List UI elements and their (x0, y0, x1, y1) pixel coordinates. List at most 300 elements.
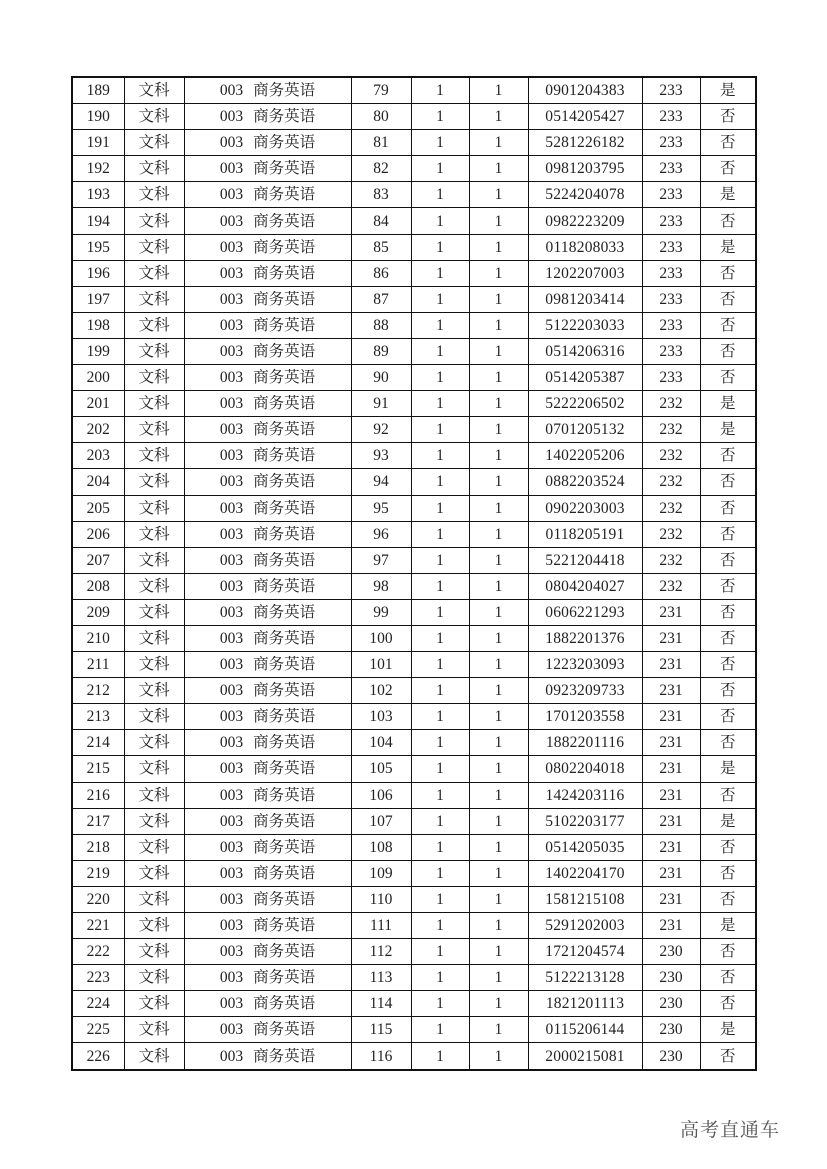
cell-rank: 93 (351, 443, 411, 469)
cell-col6: 1 (469, 312, 528, 338)
table-row (72, 495, 756, 521)
cell-category: 文科 (124, 260, 184, 286)
cell-ticket-number: 1402204170 (528, 860, 642, 886)
cell-col5: 1 (411, 965, 469, 991)
cell-major (184, 625, 351, 651)
cell-major (184, 939, 351, 965)
cell-category: 文科 (124, 625, 184, 651)
cell-major (184, 312, 351, 338)
major-code: 003 (219, 551, 244, 569)
cell-col5: 1 (411, 1043, 469, 1070)
cell-score: 232 (642, 573, 700, 599)
cell-col5: 1 (411, 417, 469, 443)
cell-flag: 否 (700, 208, 756, 234)
cell-category: 文科 (124, 913, 184, 939)
major-code: 003 (219, 238, 244, 256)
cell-serial-number: 225 (72, 1017, 124, 1043)
cell-serial-number: 220 (72, 886, 124, 912)
cell-rank: 83 (351, 182, 411, 208)
watermark: 高考直通车 (680, 1119, 781, 1141)
cell-col6: 1 (469, 104, 528, 130)
table-row (72, 939, 756, 965)
cell-score: 231 (642, 860, 700, 886)
cell-score: 233 (642, 312, 700, 338)
cell-major (184, 913, 351, 939)
cell-ticket-number: 0115206144 (528, 1017, 642, 1043)
major-name: 商务英语 (253, 917, 316, 935)
table-row (72, 547, 756, 573)
major-name: 商务英语 (253, 525, 316, 543)
cell-flag: 否 (700, 338, 756, 364)
cell-rank: 79 (351, 77, 411, 104)
cell-flag: 否 (700, 834, 756, 860)
cell-flag: 否 (700, 547, 756, 573)
major-name: 商务英语 (253, 734, 316, 752)
cell-rank: 106 (351, 782, 411, 808)
cell-col5: 1 (411, 652, 469, 678)
major-code: 003 (219, 264, 244, 282)
cell-major (184, 338, 351, 364)
cell-score: 231 (642, 599, 700, 625)
major-code: 003 (219, 943, 244, 961)
cell-flag: 否 (700, 886, 756, 912)
major-code: 003 (219, 995, 244, 1013)
cell-col6: 1 (469, 886, 528, 912)
cell-flag: 否 (700, 625, 756, 651)
cell-col6: 1 (469, 913, 528, 939)
cell-flag: 否 (700, 312, 756, 338)
cell-col6: 1 (469, 1017, 528, 1043)
cell-score: 232 (642, 495, 700, 521)
cell-score: 233 (642, 77, 700, 104)
cell-col5: 1 (411, 808, 469, 834)
major-name: 商务英语 (253, 238, 316, 256)
cell-col5: 1 (411, 286, 469, 312)
cell-flag: 是 (700, 756, 756, 782)
cell-col6: 1 (469, 495, 528, 521)
cell-category: 文科 (124, 808, 184, 834)
cell-ticket-number: 1202207003 (528, 260, 642, 286)
cell-major (184, 495, 351, 521)
table-row (72, 756, 756, 782)
major-code: 003 (219, 1047, 244, 1065)
major-name: 商务英语 (253, 82, 316, 100)
major-code: 003 (219, 186, 244, 204)
major-name: 商务英语 (253, 995, 316, 1013)
cell-score: 232 (642, 521, 700, 547)
cell-score: 232 (642, 417, 700, 443)
cell-major (184, 521, 351, 547)
cell-flag: 否 (700, 965, 756, 991)
cell-col5: 1 (411, 678, 469, 704)
major-code: 003 (219, 369, 244, 387)
cell-rank: 89 (351, 338, 411, 364)
cell-major (184, 417, 351, 443)
cell-major (184, 704, 351, 730)
table-row (72, 312, 756, 338)
cell-serial-number: 215 (72, 756, 124, 782)
cell-rank: 94 (351, 469, 411, 495)
major-name: 商务英语 (253, 212, 316, 230)
major-code: 003 (219, 395, 244, 413)
cell-score: 230 (642, 965, 700, 991)
cell-flag: 否 (700, 104, 756, 130)
cell-category: 文科 (124, 730, 184, 756)
cell-rank: 85 (351, 234, 411, 260)
cell-major (184, 782, 351, 808)
table-row (72, 625, 756, 651)
cell-major (184, 234, 351, 260)
cell-serial-number: 210 (72, 625, 124, 651)
cell-rank: 114 (351, 991, 411, 1017)
table-row (72, 860, 756, 886)
cell-ticket-number: 1882201116 (528, 730, 642, 756)
cell-serial-number: 199 (72, 338, 124, 364)
cell-flag: 否 (700, 156, 756, 182)
cell-serial-number: 222 (72, 939, 124, 965)
cell-col5: 1 (411, 338, 469, 364)
major-code: 003 (219, 969, 244, 987)
major-name: 商务英语 (253, 264, 316, 282)
cell-rank: 105 (351, 756, 411, 782)
cell-flag: 是 (700, 417, 756, 443)
cell-category: 文科 (124, 573, 184, 599)
table-row (72, 991, 756, 1017)
cell-category: 文科 (124, 704, 184, 730)
cell-flag: 是 (700, 77, 756, 104)
cell-score: 232 (642, 469, 700, 495)
table-row (72, 1017, 756, 1043)
cell-ticket-number: 5222206502 (528, 391, 642, 417)
cell-category: 文科 (124, 678, 184, 704)
cell-flag: 是 (700, 182, 756, 208)
major-name: 商务英语 (253, 786, 316, 804)
table-row (72, 599, 756, 625)
cell-col6: 1 (469, 991, 528, 1017)
cell-flag: 否 (700, 782, 756, 808)
cell-flag: 是 (700, 808, 756, 834)
cell-major (184, 77, 351, 104)
table-row (72, 234, 756, 260)
cell-score: 230 (642, 991, 700, 1017)
cell-flag: 否 (700, 599, 756, 625)
cell-col5: 1 (411, 939, 469, 965)
cell-rank: 80 (351, 104, 411, 130)
major-name: 商务英语 (253, 577, 316, 595)
cell-col5: 1 (411, 913, 469, 939)
cell-ticket-number: 0901204383 (528, 77, 642, 104)
major-code: 003 (219, 812, 244, 830)
cell-col6: 1 (469, 573, 528, 599)
cell-score: 233 (642, 104, 700, 130)
cell-flag: 否 (700, 469, 756, 495)
major-name: 商务英语 (253, 134, 316, 152)
major-name: 商务英语 (253, 1047, 316, 1065)
cell-col5: 1 (411, 834, 469, 860)
cell-rank: 86 (351, 260, 411, 286)
cell-serial-number: 212 (72, 678, 124, 704)
cell-col5: 1 (411, 234, 469, 260)
cell-rank: 111 (351, 913, 411, 939)
cell-col6: 1 (469, 77, 528, 104)
cell-flag: 否 (700, 130, 756, 156)
cell-major (184, 599, 351, 625)
cell-ticket-number: 0514206316 (528, 338, 642, 364)
major-code: 003 (219, 786, 244, 804)
cell-serial-number: 207 (72, 547, 124, 573)
cell-ticket-number: 1402205206 (528, 443, 642, 469)
cell-ticket-number: 0514205427 (528, 104, 642, 130)
table-row (72, 834, 756, 860)
major-name: 商务英语 (253, 186, 316, 204)
cell-score: 233 (642, 234, 700, 260)
cell-category: 文科 (124, 782, 184, 808)
cell-flag: 否 (700, 260, 756, 286)
cell-rank: 91 (351, 391, 411, 417)
cell-ticket-number: 1424203116 (528, 782, 642, 808)
cell-rank: 104 (351, 730, 411, 756)
cell-col6: 1 (469, 260, 528, 286)
cell-col6: 1 (469, 365, 528, 391)
major-name: 商务英语 (253, 682, 316, 700)
major-name: 商务英语 (253, 160, 316, 178)
cell-serial-number: 190 (72, 104, 124, 130)
major-name: 商务英语 (253, 316, 316, 334)
cell-major (184, 547, 351, 573)
cell-major (184, 834, 351, 860)
cell-col5: 1 (411, 77, 469, 104)
cell-major (184, 208, 351, 234)
cell-category: 文科 (124, 365, 184, 391)
cell-ticket-number: 0882203524 (528, 469, 642, 495)
major-name: 商务英语 (253, 969, 316, 987)
cell-major (184, 391, 351, 417)
cell-ticket-number: 5281226182 (528, 130, 642, 156)
cell-ticket-number: 0902203003 (528, 495, 642, 521)
cell-score: 231 (642, 756, 700, 782)
major-code: 003 (219, 708, 244, 726)
cell-category: 文科 (124, 156, 184, 182)
cell-major (184, 286, 351, 312)
major-name: 商务英语 (253, 656, 316, 674)
cell-col5: 1 (411, 756, 469, 782)
cell-col6: 1 (469, 704, 528, 730)
cell-col5: 1 (411, 886, 469, 912)
cell-rank: 99 (351, 599, 411, 625)
cell-col6: 1 (469, 625, 528, 651)
cell-col6: 1 (469, 391, 528, 417)
cell-category: 文科 (124, 469, 184, 495)
cell-col5: 1 (411, 547, 469, 573)
cell-score: 231 (642, 730, 700, 756)
major-code: 003 (219, 342, 244, 360)
table-row (72, 130, 756, 156)
cell-col5: 1 (411, 130, 469, 156)
table-row (72, 104, 756, 130)
major-code: 003 (219, 734, 244, 752)
cell-category: 文科 (124, 286, 184, 312)
cell-ticket-number: 0923209733 (528, 678, 642, 704)
major-code: 003 (219, 630, 244, 648)
cell-major (184, 104, 351, 130)
cell-rank: 98 (351, 573, 411, 599)
cell-col6: 1 (469, 469, 528, 495)
cell-col6: 1 (469, 417, 528, 443)
cell-rank: 102 (351, 678, 411, 704)
table-row (72, 886, 756, 912)
cell-ticket-number: 0982223209 (528, 208, 642, 234)
cell-major (184, 756, 351, 782)
cell-col5: 1 (411, 991, 469, 1017)
cell-serial-number: 201 (72, 391, 124, 417)
cell-serial-number: 208 (72, 573, 124, 599)
cell-ticket-number: 0802204018 (528, 756, 642, 782)
cell-major (184, 443, 351, 469)
cell-major (184, 130, 351, 156)
cell-major (184, 260, 351, 286)
cell-score: 231 (642, 886, 700, 912)
cell-col5: 1 (411, 704, 469, 730)
cell-ticket-number: 1581215108 (528, 886, 642, 912)
major-name: 商务英语 (253, 812, 316, 830)
cell-col6: 1 (469, 338, 528, 364)
cell-rank: 96 (351, 521, 411, 547)
cell-rank: 100 (351, 625, 411, 651)
cell-flag: 否 (700, 652, 756, 678)
cell-ticket-number: 1223203093 (528, 652, 642, 678)
table-row (72, 391, 756, 417)
cell-col6: 1 (469, 939, 528, 965)
cell-serial-number: 203 (72, 443, 124, 469)
cell-flag: 否 (700, 521, 756, 547)
cell-serial-number: 224 (72, 991, 124, 1017)
major-name: 商务英语 (253, 447, 316, 465)
cell-serial-number: 205 (72, 495, 124, 521)
cell-col6: 1 (469, 1043, 528, 1070)
cell-rank: 112 (351, 939, 411, 965)
cell-col6: 1 (469, 730, 528, 756)
cell-ticket-number: 0118205191 (528, 521, 642, 547)
cell-rank: 95 (351, 495, 411, 521)
cell-serial-number: 218 (72, 834, 124, 860)
major-name: 商务英语 (253, 290, 316, 308)
major-code: 003 (219, 917, 244, 935)
cell-flag: 是 (700, 913, 756, 939)
cell-col5: 1 (411, 208, 469, 234)
major-code: 003 (219, 525, 244, 543)
cell-col5: 1 (411, 260, 469, 286)
cell-serial-number: 189 (72, 77, 124, 104)
major-code: 003 (219, 134, 244, 152)
major-code: 003 (219, 473, 244, 491)
cell-category: 文科 (124, 1043, 184, 1070)
cell-ticket-number: 5224204078 (528, 182, 642, 208)
cell-score: 233 (642, 156, 700, 182)
cell-score: 231 (642, 913, 700, 939)
cell-score: 231 (642, 782, 700, 808)
cell-category: 文科 (124, 547, 184, 573)
cell-col6: 1 (469, 652, 528, 678)
major-code: 003 (219, 682, 244, 700)
cell-rank: 97 (351, 547, 411, 573)
cell-ticket-number: 2000215081 (528, 1043, 642, 1070)
cell-ticket-number: 5102203177 (528, 808, 642, 834)
cell-category: 文科 (124, 104, 184, 130)
cell-rank: 84 (351, 208, 411, 234)
cell-category: 文科 (124, 965, 184, 991)
cell-serial-number: 193 (72, 182, 124, 208)
cell-category: 文科 (124, 443, 184, 469)
cell-col6: 1 (469, 782, 528, 808)
cell-score: 233 (642, 338, 700, 364)
cell-category: 文科 (124, 1017, 184, 1043)
table-row (72, 573, 756, 599)
cell-col5: 1 (411, 1017, 469, 1043)
cell-serial-number: 223 (72, 965, 124, 991)
cell-category: 文科 (124, 495, 184, 521)
cell-col5: 1 (411, 860, 469, 886)
cell-major (184, 1017, 351, 1043)
cell-ticket-number: 0118208033 (528, 234, 642, 260)
cell-flag: 否 (700, 678, 756, 704)
cell-col5: 1 (411, 182, 469, 208)
table-row (72, 443, 756, 469)
cell-flag: 是 (700, 391, 756, 417)
cell-col5: 1 (411, 599, 469, 625)
major-code: 003 (219, 577, 244, 595)
major-code: 003 (219, 1021, 244, 1039)
cell-ticket-number: 0981203414 (528, 286, 642, 312)
cell-major (184, 860, 351, 886)
major-name: 商务英语 (253, 890, 316, 908)
cell-col6: 1 (469, 756, 528, 782)
cell-col6: 1 (469, 547, 528, 573)
major-name: 商务英语 (253, 551, 316, 569)
major-code: 003 (219, 864, 244, 882)
cell-score: 230 (642, 939, 700, 965)
cell-rank: 110 (351, 886, 411, 912)
table-row (72, 652, 756, 678)
cell-category: 文科 (124, 886, 184, 912)
cell-category: 文科 (124, 652, 184, 678)
cell-serial-number: 192 (72, 156, 124, 182)
major-name: 商务英语 (253, 943, 316, 961)
cell-rank: 113 (351, 965, 411, 991)
cell-flag: 否 (700, 704, 756, 730)
major-name: 商务英语 (253, 1021, 316, 1039)
table-row (72, 808, 756, 834)
table-row (72, 521, 756, 547)
major-name: 商务英语 (253, 395, 316, 413)
major-code: 003 (219, 656, 244, 674)
cell-rank: 108 (351, 834, 411, 860)
major-name: 商务英语 (253, 108, 316, 126)
cell-score: 232 (642, 547, 700, 573)
cell-category: 文科 (124, 756, 184, 782)
cell-serial-number: 219 (72, 860, 124, 886)
cell-score: 233 (642, 130, 700, 156)
cell-serial-number: 202 (72, 417, 124, 443)
table-row (72, 260, 756, 286)
table-row (72, 182, 756, 208)
major-name: 商务英语 (253, 499, 316, 517)
cell-flag: 否 (700, 365, 756, 391)
cell-col5: 1 (411, 521, 469, 547)
cell-category: 文科 (124, 130, 184, 156)
cell-flag: 否 (700, 860, 756, 886)
major-code: 003 (219, 760, 244, 778)
cell-score: 233 (642, 260, 700, 286)
